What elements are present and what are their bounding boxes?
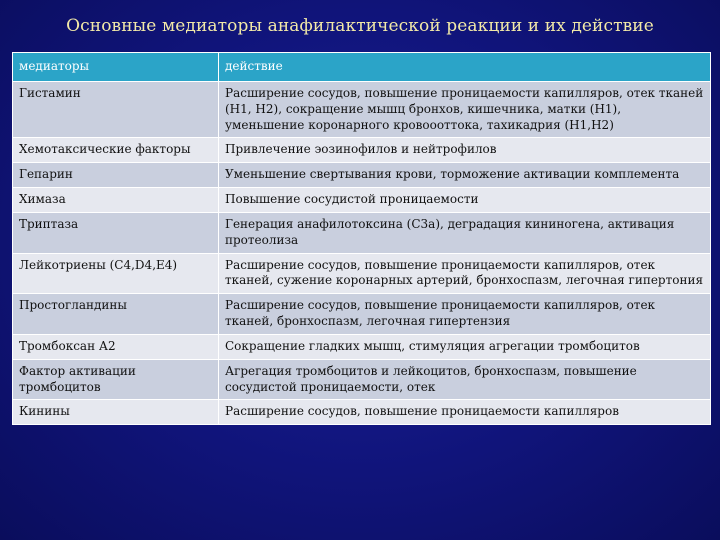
mediators-table (12, 52, 711, 425)
mediator-cell: Лейкотриены (C4,D4,E4) (13, 253, 219, 294)
table-row (13, 294, 711, 335)
table-row (13, 188, 711, 213)
mediator-cell: Гистамин (13, 82, 219, 138)
column-header-mediators: медиаторы (13, 53, 219, 82)
action-cell: Генерация анафилотоксина (C3a), деградация кининогена, активация протеолиза (219, 212, 711, 253)
table-row (13, 400, 711, 425)
table-row (13, 163, 711, 188)
table-row (13, 212, 711, 253)
mediator-cell: Хемотаксические факторы (13, 138, 219, 163)
table-header-row (13, 53, 711, 82)
mediator-cell: Триптаза (13, 212, 219, 253)
slide-title: Основные медиаторы анафилактической реакции и их действие (66, 16, 654, 36)
action-cell: Расширение сосудов, повышение проницаемости капилляров (219, 400, 711, 425)
table-row (13, 359, 711, 400)
action-cell: Сокращение гладких мышц, стимуляция агрегации тромбоцитов (219, 334, 711, 359)
column-header-action: действие (219, 53, 711, 82)
mediator-cell: Химаза (13, 188, 219, 213)
mediator-cell: Гепарин (13, 163, 219, 188)
action-cell: Агрегация тромбоцитов и лейкоцитов, бронхоспазм, повышение сосудистой проницаемости, отек (219, 359, 711, 400)
mediator-cell: Фактор активации тромбоцитов (13, 359, 219, 400)
action-cell: Расширение сосудов, повышение проницаемости капилляров, отек тканей (Н1, Н2), сокращение мышц бронхов, кишечника, матки (Н1), уменьшение коронарного кровоооттока, тахикадрия (Н1,Н2) (219, 82, 711, 138)
action-cell: Расширение сосудов, повышение проницаемости капилляров, отек тканей, сужение коронарных артерий, бронхоспазм, легочная гипертония (219, 253, 711, 294)
table-row (13, 253, 711, 294)
action-cell: Привлечение эозинофилов и нейтрофилов (219, 138, 711, 163)
mediator-cell: Тромбоксан А2 (13, 334, 219, 359)
action-cell: Повышение сосудистой проницаемости (219, 188, 711, 213)
action-cell: Уменьшение свертывания крови, торможение активации комплемента (219, 163, 711, 188)
mediator-cell: Кинины (13, 400, 219, 425)
table-row (13, 138, 711, 163)
action-cell: Расширение сосудов, повышение проницаемости капилляров, отек тканей, бронхоспазм, легочная гипертензия (219, 294, 711, 335)
mediator-cell: Простогландины (13, 294, 219, 335)
table-row (13, 334, 711, 359)
table-row (13, 82, 711, 138)
